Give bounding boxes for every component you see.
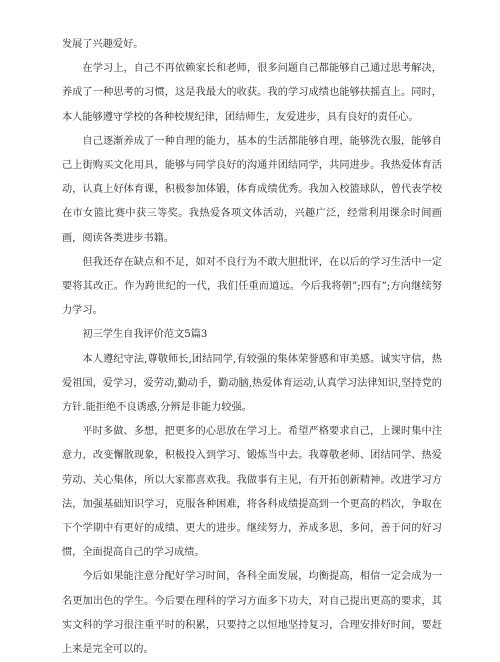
- paragraph-future: 今后如果能注意分配好学习时间，各科全面发展，均衡提高，相信一定会成为一名更加出色的学生。今后要在理科的学习方面多下功夫，对自己提出更高的要求，其实文科的学习很注重平时的积累，只要持之以恒地坚持复习，合理安排好时间，要赶上来是完全可以的。: [62, 571, 442, 656]
- paragraph-discipline: 本人遵纪守法,尊敬师长,团结同学,有较强的集体荣誉感和审美感。诚实守信，热爱祖国，爱学习，爱劳动,勤动手，勤动脑,热爱体育运动,认真学习法律知识,坚持党的方针.能拒绝不良诱惑,分辨是非能力较强。: [62, 353, 442, 414]
- document-body: [62, 33, 442, 662]
- paragraph-continuation: 发展了兴趣爱好。: [62, 39, 144, 50]
- paragraph-self-care: 自己逐渐养成了一种自理的能力，基本的生活都能够自理，能够洗衣服，能够自己上街购买文化用具，能够与同学良好的沟通并团结同学，共同进步。我热爱体育活动，认真上好体育课，积极参加体锻，体育成绩优秀。我加入校篮球队，曾代表学校在市女篮比赛中获三等奖。我热爱各项文体活动，兴趣广泛，经常利用课余时间画画，阅读各类进步书籍。: [62, 135, 442, 244]
- paragraph-shortcomings: 但我还存在缺点和不足，如对不良行为不敢大胆批评，在以后的学习生活中一定要将其改正。作为跨世纪的一代，我们任重而道远。今后我将朝”;四有”;方向继续努力学习。: [62, 256, 442, 317]
- section-title: 初三学生自我评价范文5篇3: [82, 329, 208, 341]
- paragraph-study: 在学习上，自己不再依赖家长和老师，很多问题自己都能够自己通过思考解决，养成了一种思考的习惯，这是我最大的收获。我的学习成绩也能够扶摇直上。同时，本人能够遵守学校的各种校规纪律，团结师生，友爱进步，具有良好的责任心。: [62, 63, 442, 123]
- paragraph-habits: 平时多做、多想，把更多的心思放在学习上。希望严格要求自己，上课时集中注意力，改变懈散现象，积极投入到学习、锻炼当中去。我尊敬老师、团结同学、热爱劳动、关心集体，所以大家都喜欢我。我做事有主见，有开拓创新精神。改进学习方法，加强基础知识学习，克服各种困难，将各科成绩提高到一个更高的档次，争取在下个学期中有更好的成绩、更大的进步。继续努力，养成多思，多问，善于问的好习惯，全面提高自己的学习成绩。: [62, 426, 442, 559]
